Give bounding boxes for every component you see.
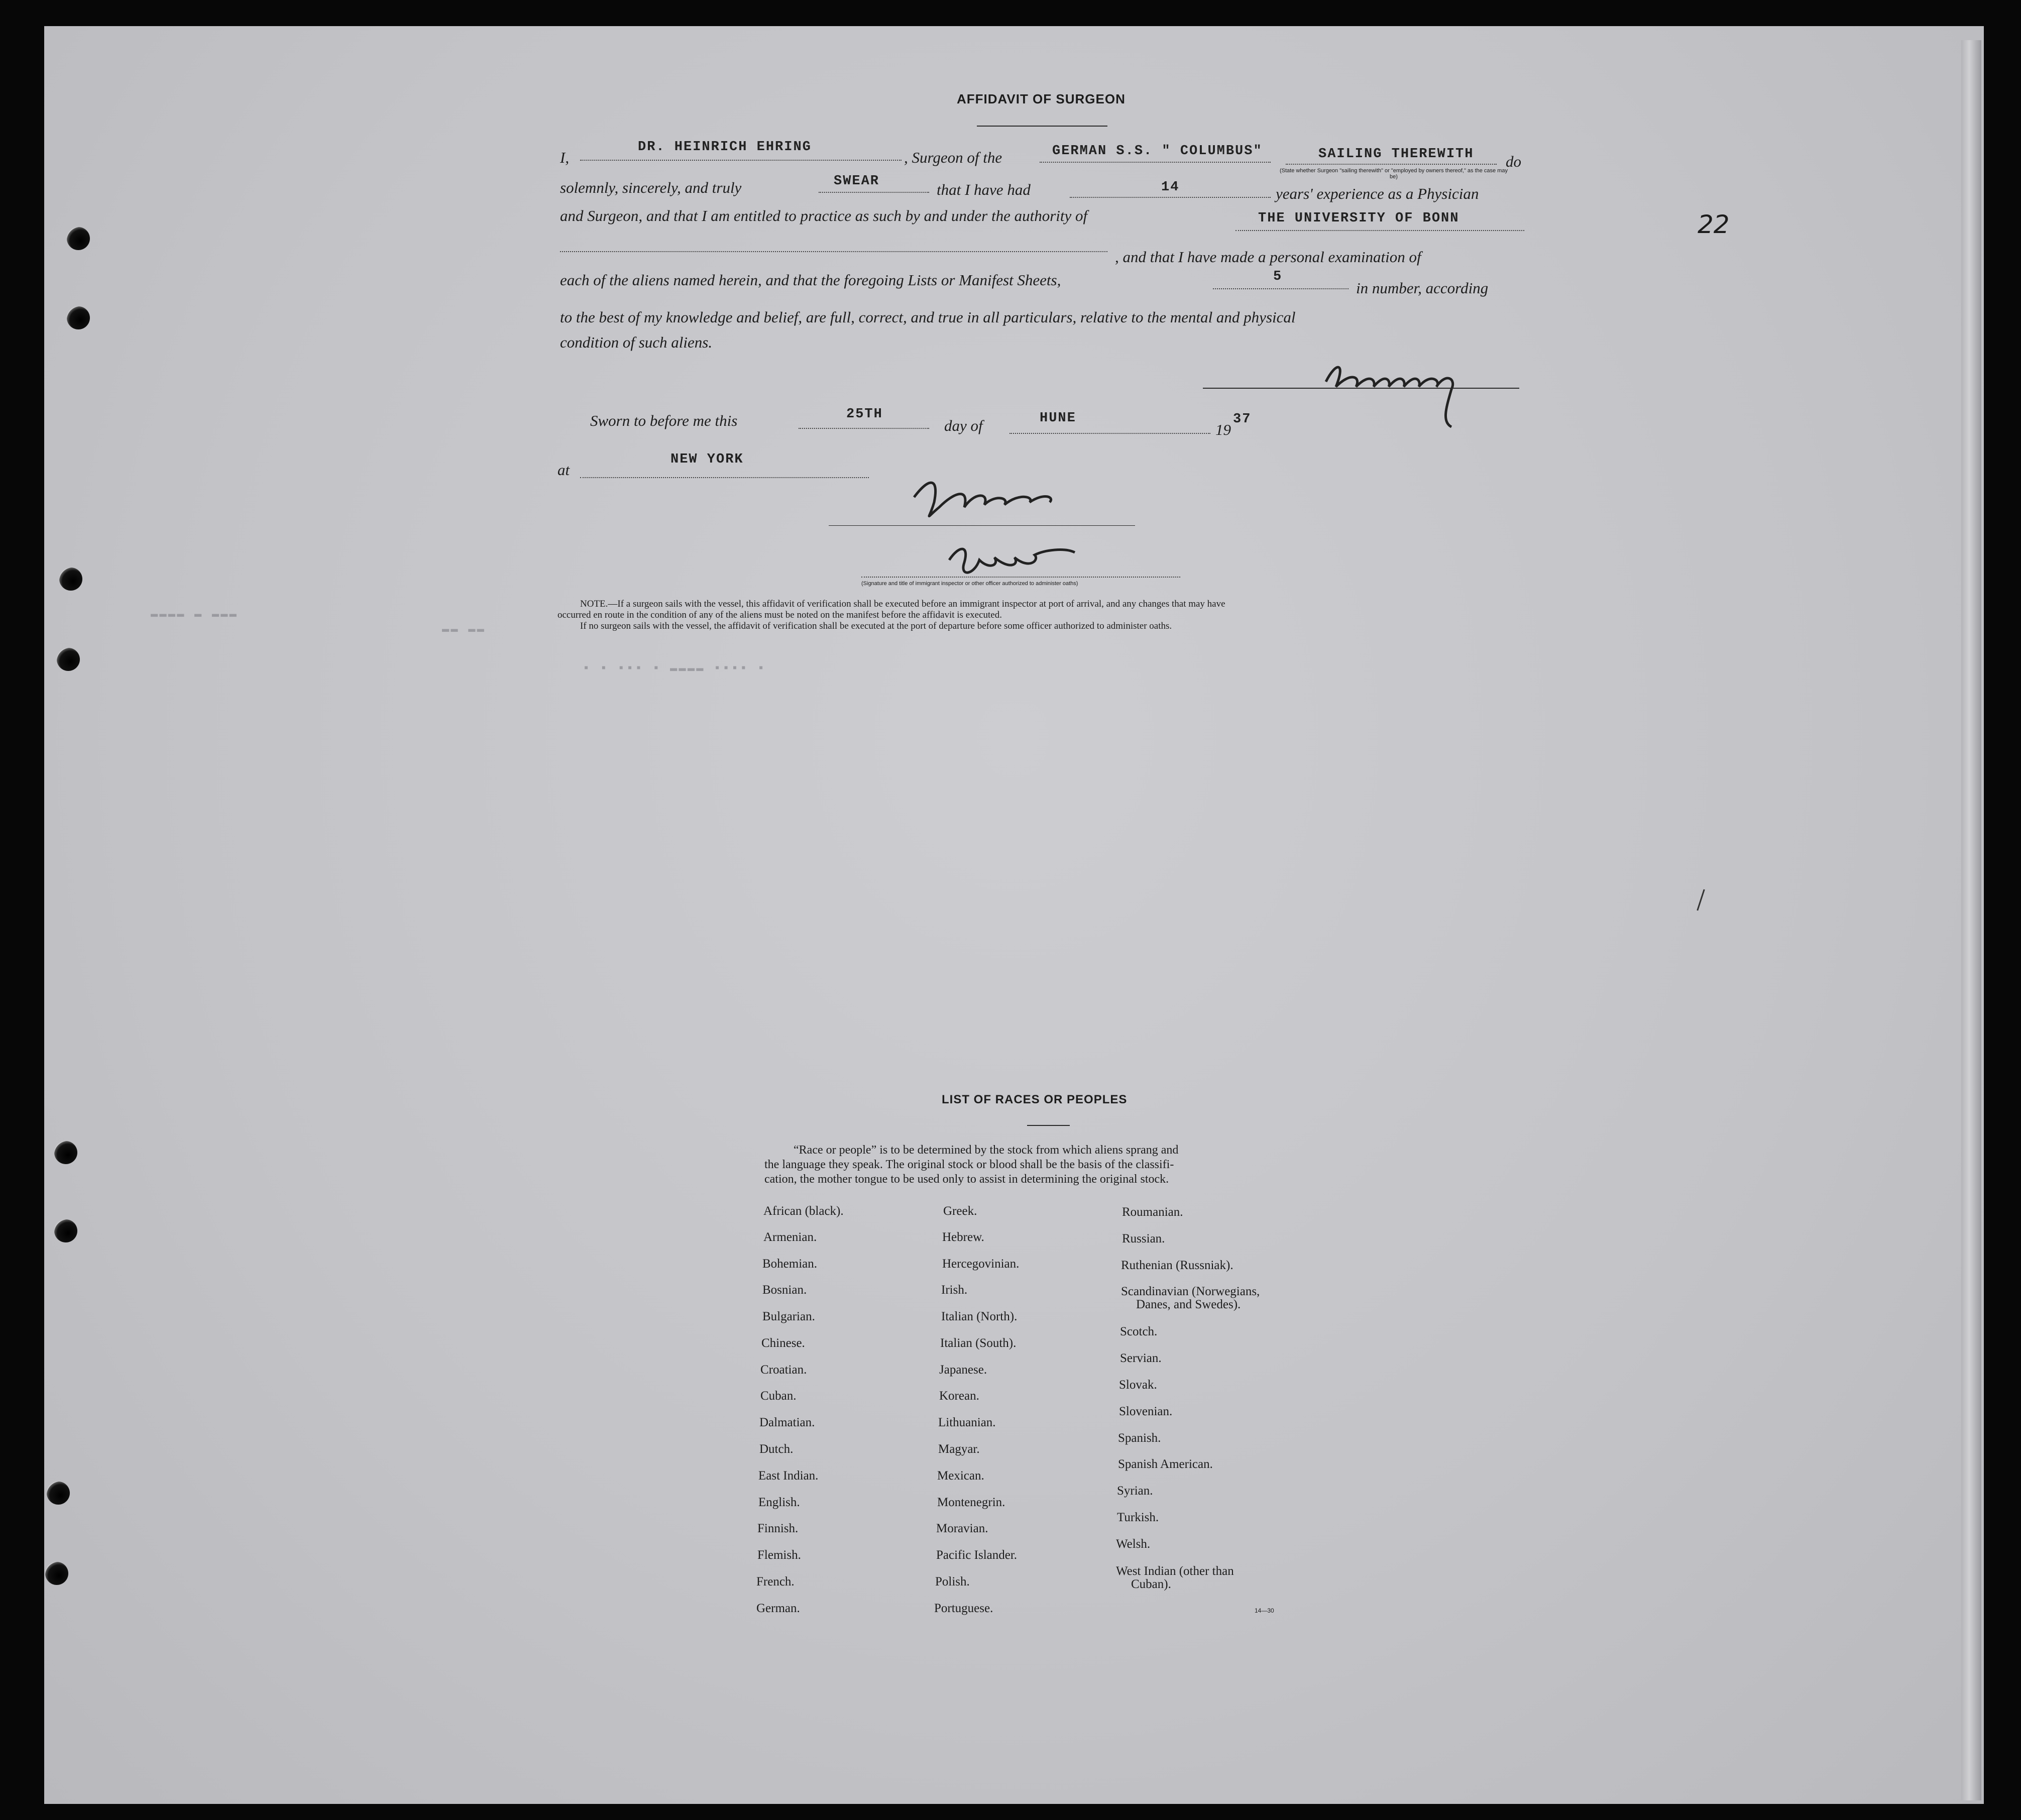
line1-i: I, xyxy=(560,149,570,166)
race-item: Italian (South). xyxy=(940,1336,1017,1350)
race-item: West Indian (other than xyxy=(1116,1564,1234,1578)
race-item: Italian (North). xyxy=(941,1310,1018,1323)
race-item: Roumanian. xyxy=(1122,1205,1183,1219)
officer-signature-line xyxy=(861,577,1180,578)
year-field: 37 xyxy=(1233,412,1252,427)
binder-hole-icon xyxy=(54,1219,77,1242)
race-item: Spanish American. xyxy=(1118,1457,1213,1471)
surgeon-signature-icon xyxy=(1316,352,1497,437)
note-line3: If no surgeon sails with the vessel, the affidavit of verification shall be executed at the port of departure before some officer authorized to administer oaths. xyxy=(580,621,1172,631)
race-item: French. xyxy=(756,1575,795,1588)
signature-caption: (Signature and title of immigrant inspector or other officer authorized to administer oaths) xyxy=(861,581,1078,587)
authority-field: THE UNIVERSITY OF BONN xyxy=(1258,211,1459,226)
race-item: Scandinavian (Norwegians, xyxy=(1121,1285,1260,1298)
inspector-signature-rule xyxy=(829,525,1135,526)
oath-line xyxy=(819,192,929,193)
day-field: 25TH xyxy=(846,407,883,422)
race-item: Montenegrin. xyxy=(937,1496,1005,1509)
race-item: Chinese. xyxy=(761,1336,805,1350)
races-intro-line3: cation, the mother tongue to be used only to assist in determining the original stock. xyxy=(764,1173,1169,1186)
race-item: Korean. xyxy=(939,1389,979,1403)
race-item: Finnish. xyxy=(757,1522,799,1535)
race-item: Japanese. xyxy=(939,1363,987,1377)
races-title: LIST OF RACES OR PEOPLES xyxy=(942,1093,1128,1106)
race-item: Croatian. xyxy=(760,1363,807,1377)
binder-hole-icon xyxy=(54,1141,77,1164)
races-intro-line1: “Race or people” is to be determined by the stock from which aliens sprang and xyxy=(794,1144,1179,1157)
title-rule xyxy=(977,126,1107,127)
race-item: Dalmatian. xyxy=(759,1416,815,1429)
race-item: Syrian. xyxy=(1117,1484,1153,1498)
page-number: 22 xyxy=(1698,210,1730,239)
line1-surgeon-of: , Surgeon of the xyxy=(904,149,1002,166)
status-hint: (State whether Surgeon "sailing therewith" or "employed by owners thereof," as the case may be) xyxy=(1279,168,1508,180)
binder-hole-icon xyxy=(67,227,90,250)
line1-do: do xyxy=(1506,153,1521,170)
line5-text-a: each of the aliens named herein, and that the foregoing Lists or Manifest Sheets, xyxy=(560,271,1061,289)
note-line2: occurred en route in the condition of any of the aliens must be noted on the manifest before the affidavit is executed. xyxy=(557,610,1002,620)
race-item: Turkish. xyxy=(1117,1511,1159,1524)
line7-text: condition of such aliens. xyxy=(560,333,713,351)
month-line xyxy=(1009,433,1210,434)
oath-field: SWEAR xyxy=(834,174,880,189)
affidavit-title: AFFIDAVIT OF SURGEON xyxy=(957,91,1126,106)
surgeon-name-field: DR. HEINRICH EHRING xyxy=(638,140,812,155)
document-sheet xyxy=(44,26,1984,1804)
race-item: Greek. xyxy=(943,1204,977,1218)
race-item: Scotch. xyxy=(1120,1325,1158,1338)
sheet-edge xyxy=(1961,40,1981,1800)
race-item: Ruthenian (Russniak). xyxy=(1121,1259,1233,1272)
race-item: Bosnian. xyxy=(762,1283,807,1297)
binder-hole-icon xyxy=(59,567,82,591)
race-item: Cuban. xyxy=(760,1389,797,1403)
place-field: NEW YORK xyxy=(670,452,744,467)
sworn-year-prefix: 19 xyxy=(1215,421,1231,438)
surgeon-name-line xyxy=(580,160,902,161)
race-item: Bulgarian. xyxy=(762,1310,815,1323)
race-item: Slovenian. xyxy=(1119,1405,1173,1418)
race-item: Hercegovinian. xyxy=(942,1257,1020,1271)
race-item: Bohemian. xyxy=(762,1257,818,1271)
years-line xyxy=(1070,197,1271,198)
sworn-day-of: day of xyxy=(944,417,983,434)
officer-signature-icon xyxy=(944,540,1155,585)
race-item: Flemish. xyxy=(757,1548,801,1562)
race-item: Servian. xyxy=(1120,1351,1162,1365)
race-item: Magyar. xyxy=(938,1442,980,1456)
note-line1: NOTE.—If a surgeon sails with the vessel, this affidavit of verification shall be executed before an immigrant inspector at port of arrival, and any changes that may have xyxy=(580,599,1225,609)
binder-hole-icon xyxy=(47,1482,70,1505)
inspector-signature-icon xyxy=(909,472,1125,527)
race-item: Armenian. xyxy=(763,1230,817,1244)
surgeon-signature-rule xyxy=(1203,388,1519,389)
month-field: HUNE xyxy=(1040,411,1076,426)
status-field: SAILING THEREWITH xyxy=(1318,147,1474,162)
bleed-through-marks: ▬▬▬▬ ▬ ▬▬▬ xyxy=(151,608,239,621)
race-item: Spanish. xyxy=(1118,1431,1161,1445)
line6-text: to the best of my knowledge and belief, are full, correct, and true in all particulars, relative to the mental and physical xyxy=(560,308,1296,326)
authority-line xyxy=(1236,230,1524,231)
years-field: 14 xyxy=(1161,180,1180,195)
race-item: Cuban). xyxy=(1131,1577,1171,1591)
sheets-field: 5 xyxy=(1273,269,1283,284)
race-item: African (black). xyxy=(763,1204,844,1218)
race-item: Russian. xyxy=(1122,1232,1165,1245)
race-item: Pacific Islander. xyxy=(936,1548,1018,1562)
line2-that: that I have had xyxy=(937,181,1031,198)
binder-hole-icon xyxy=(45,1562,68,1585)
race-item: Portuguese. xyxy=(934,1602,993,1615)
bleed-through-marks: ▬▬ ▬▬ xyxy=(442,623,486,636)
vessel-line xyxy=(1040,162,1271,163)
line2-years: years' experience as a Physician xyxy=(1276,185,1479,202)
race-item: English. xyxy=(758,1496,800,1509)
bleed-through-marks: ▪ ▪ ▪▪▪ ▪ ▬▬▬▬ ▪▪▪▪ ▪ xyxy=(583,662,766,675)
race-item: East Indian. xyxy=(758,1469,819,1483)
place-line xyxy=(580,477,869,478)
race-item: Slovak. xyxy=(1119,1378,1157,1392)
race-item: Danes, and Swedes). xyxy=(1136,1298,1241,1311)
binder-hole-icon xyxy=(67,306,90,329)
race-item: Mexican. xyxy=(937,1469,984,1483)
vessel-field: GERMAN S.S. " COLUMBUS" xyxy=(1052,144,1263,159)
races-intro-line2: the language they speak. The original stock or blood shall be the basis of the classifi- xyxy=(764,1158,1174,1171)
races-title-rule xyxy=(1027,1125,1070,1126)
line5-text-b: in number, according xyxy=(1356,279,1489,297)
line3-text: and Surgeon, and that I am entitled to practice as such by and under the authority of xyxy=(560,207,1088,224)
sworn-text: Sworn to before me this xyxy=(590,412,738,429)
form-number: 14—30 xyxy=(1255,1607,1274,1614)
race-item: Irish. xyxy=(941,1283,968,1297)
status-line xyxy=(1286,164,1497,165)
race-item: German. xyxy=(756,1602,800,1615)
day-line xyxy=(799,428,929,429)
line4-text: , and that I have made a personal examination of xyxy=(1115,248,1421,266)
race-item: Moravian. xyxy=(936,1522,988,1535)
race-item: Polish. xyxy=(935,1575,970,1588)
sheets-line xyxy=(1213,288,1349,289)
binder-hole-icon xyxy=(57,648,80,671)
at-label: at xyxy=(557,461,570,479)
race-item: Welsh. xyxy=(1116,1537,1151,1551)
authority-continuation-line xyxy=(560,251,1107,252)
race-item: Dutch. xyxy=(759,1442,794,1456)
line2-solemnly: solemnly, sincerely, and truly xyxy=(560,179,742,196)
race-item: Hebrew. xyxy=(942,1230,984,1244)
race-item: Lithuanian. xyxy=(938,1416,996,1429)
